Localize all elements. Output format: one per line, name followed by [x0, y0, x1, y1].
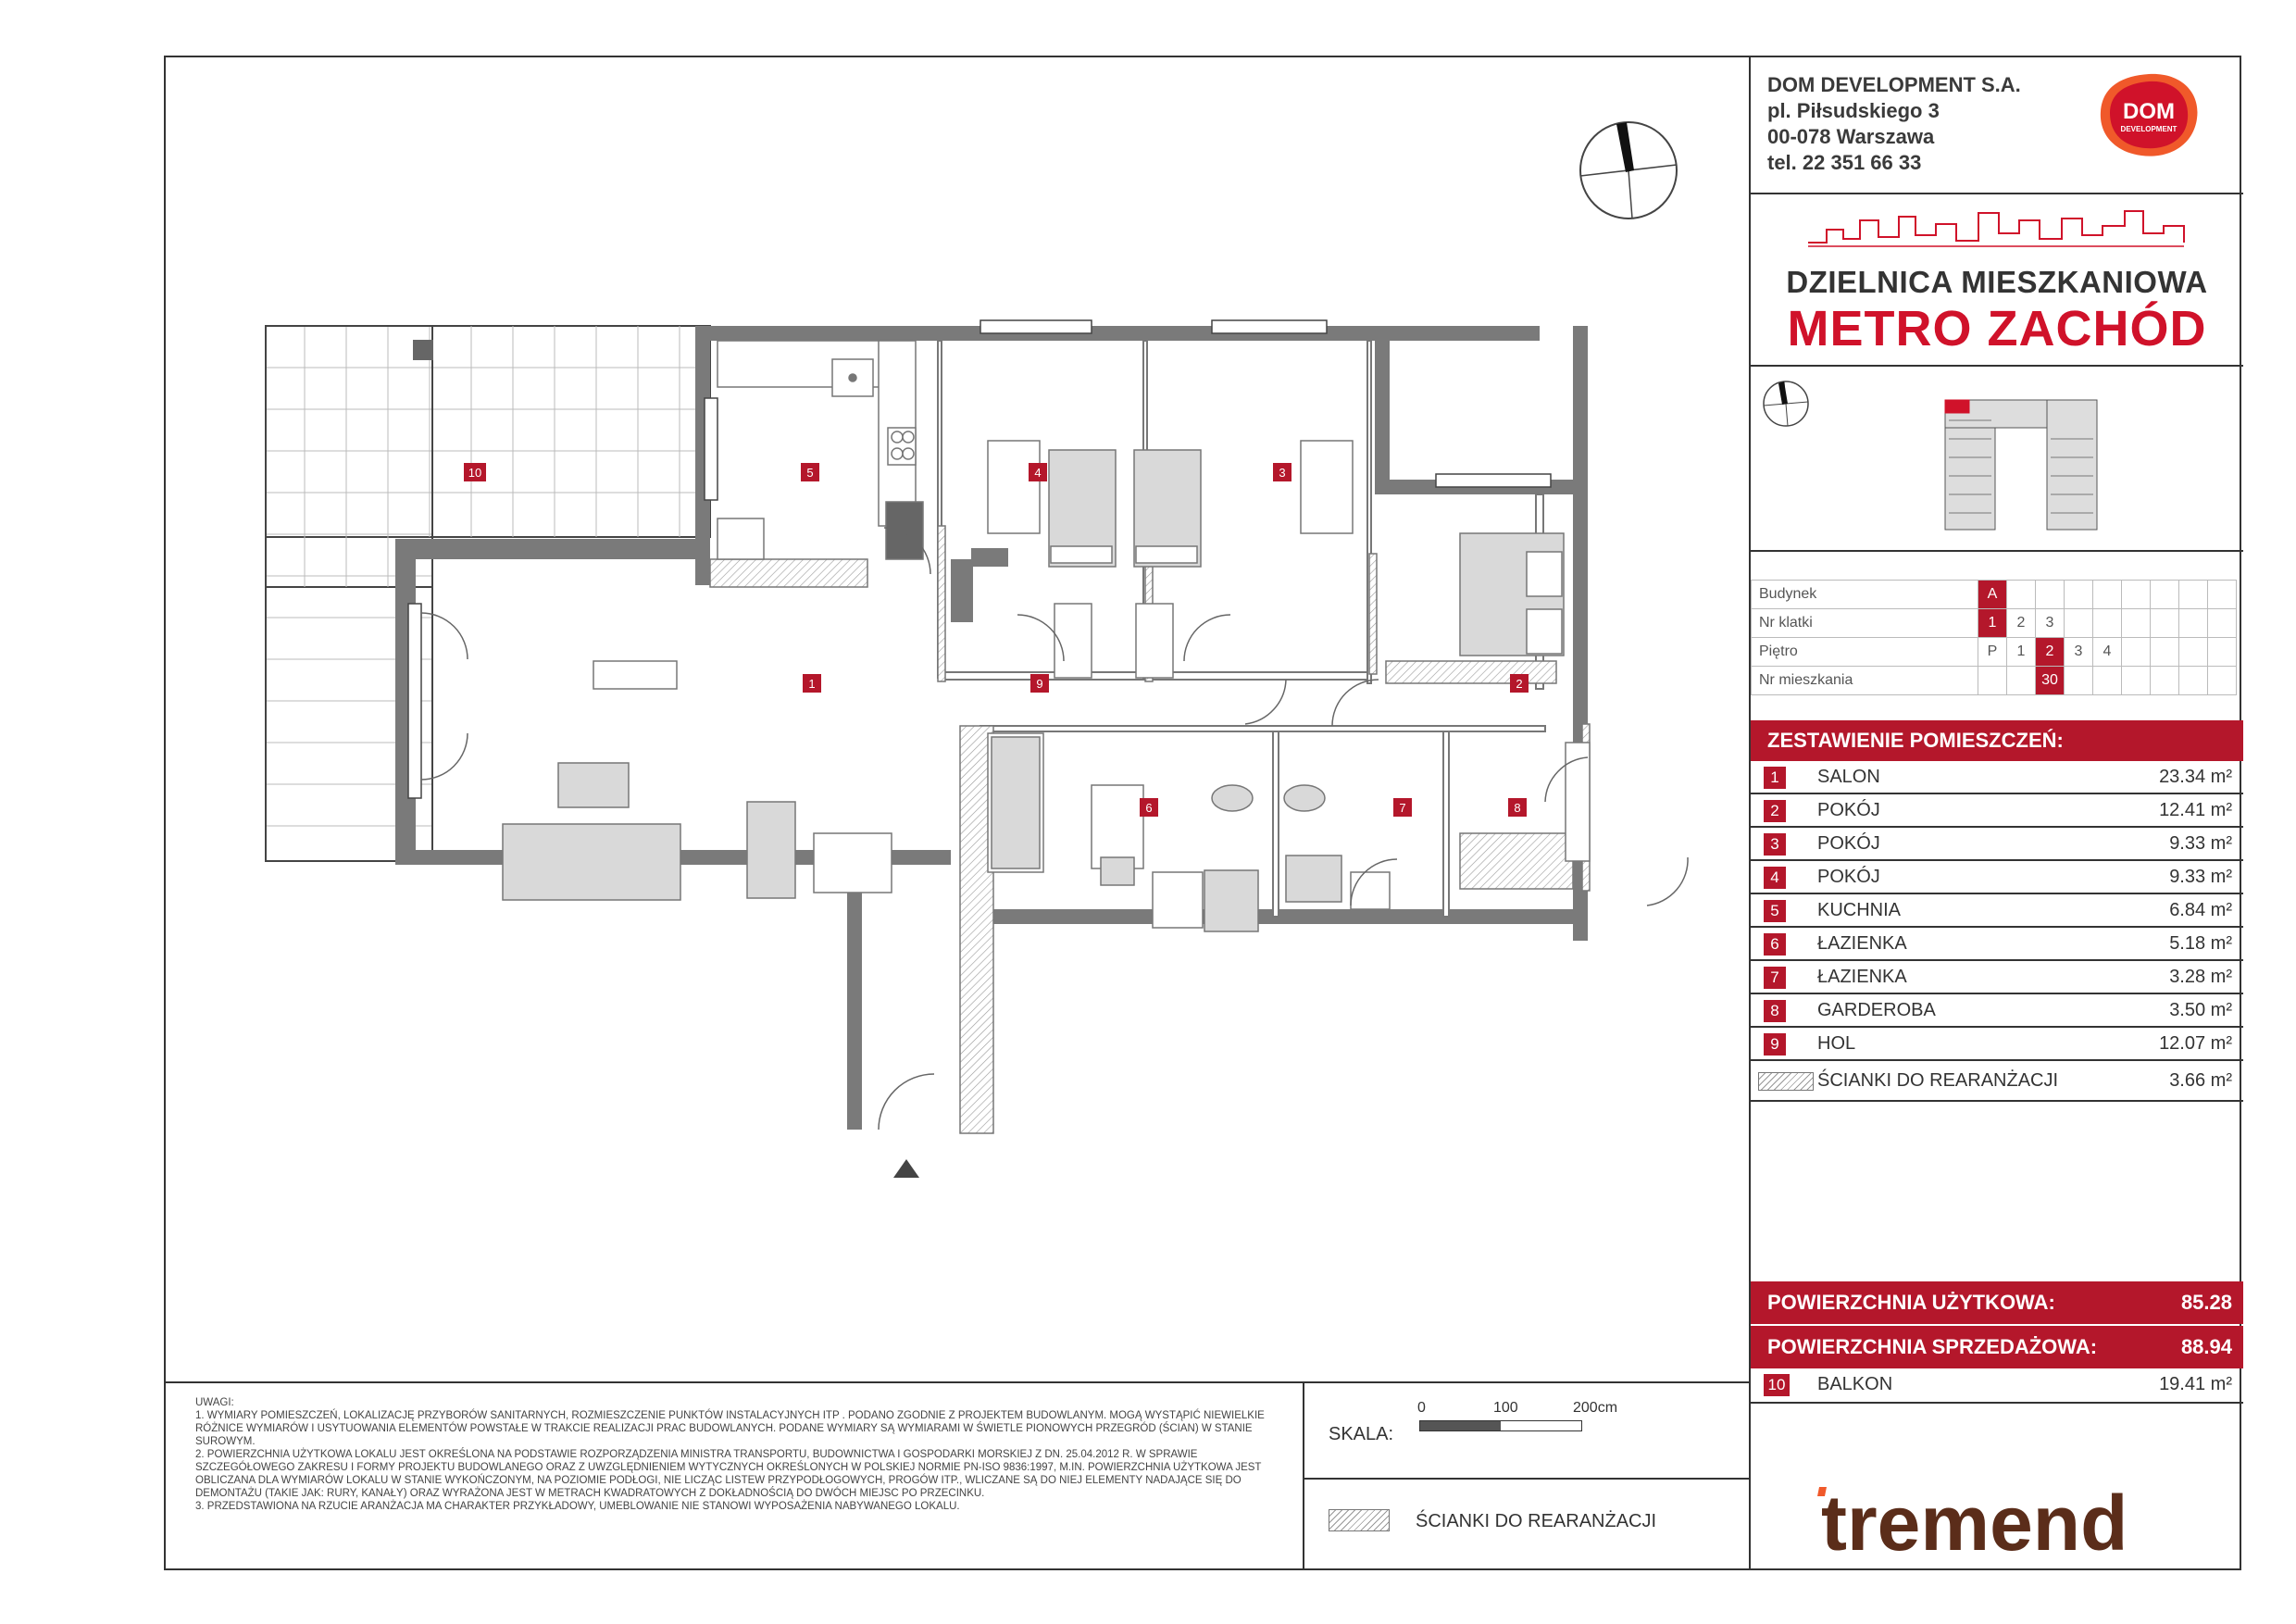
company-block	[1751, 57, 2243, 194]
svg-text:7: 7	[1399, 801, 1406, 815]
svg-text:9: 9	[1036, 677, 1043, 691]
svg-text:6: 6	[1145, 801, 1153, 815]
room-row: 2 POKÓJ 12.41 m²	[1751, 794, 2243, 828]
info-panel	[1749, 57, 2243, 1568]
project-line2: METRO ZACHÓD	[1787, 301, 2207, 356]
compass-small-icon	[1764, 381, 1808, 426]
sale-area-row: POWIERZCHNIA SPRZEDAŻOWA: 88.94	[1751, 1326, 2243, 1368]
project-block	[1751, 193, 2243, 367]
svg-text:10: 10	[468, 466, 482, 480]
room-label-3	[1273, 463, 1292, 481]
scale-bar	[1419, 1420, 1582, 1431]
company-phone: tel. 22 351 66 33	[1767, 151, 1922, 174]
note-2: 2. POWIERZCHNIA UŻYTKOWA LOKALU JEST OKREŚLONA NA PODSTAWIE ROZPORZĄDZENIA MINISTRA TRANSPORTU, BUDOWNICTWA I GOSPODARKI MORSKIEJ Z DN. 25.04.2012 R. W SPRAWIE SZCZEGÓŁOWEGO ZAKRESU I FORMY PROJEKTU BUDOWLANEGO ORAZ Z UWZGLĘDNIENIEM WYTYCZNYCH OKREŚLONYCH W POLSKIEJ NORMIE PN-ISO 9836:1997, M.IN. POWIERZCHNIA UŻYTKOWA JEST OBLICZANA DLA WYMIARÓW LOKALU W STANIE WYKOŃCZONYM, NA POZIOMIE PODŁOGI, NIE LICZĄC LISTEW PRZYPODŁOGOWYCH, PROGÓW ITP., WLICZANE SĄ DO NIEJ ELEMENTY NADAJĄCE SIĘ DO DEMONTAŻU (TAKIE JAK: RURY, KANAŁY) ORAZ WYRAŻONA JEST W METRACH KWADRATOWYCH Z DOKŁADNOŚCIĄ DO DWÓCH MIEJSC PO PRZECINKU.	[195, 1449, 1262, 1499]
balcony-row: 10 BALKON 19.41 m²	[1751, 1368, 2243, 1404]
notes-title: UWAGI:	[195, 1397, 234, 1408]
room-label-2	[1510, 674, 1529, 693]
scale-block	[1304, 1381, 1749, 1480]
note-3: 3. PRZEDSTAWIONA NA RZUCIE ARANŻACJA MA CHARAKTER PRZYKŁADOWY, UMEBLOWANIE NIE STANOWI WYPOSAŻENIA NABYWANEGO LOKALU.	[195, 1501, 960, 1512]
svg-text:tremend: tremend	[1821, 1480, 2128, 1567]
room-label-5	[801, 463, 819, 481]
info-row-apartment: Nr mieszkania 30	[1752, 667, 2237, 695]
legend-hatch-swatch	[1329, 1509, 1390, 1531]
balcony	[266, 326, 710, 861]
entrance-icon	[893, 1159, 919, 1178]
room-row: 4 POKÓJ 9.33 m²	[1751, 861, 2243, 894]
scale-tick-0: 0	[1417, 1400, 1426, 1416]
north-arrow-icon	[1580, 122, 1677, 219]
rooms-header: ZESTAWIENIE POMIESZCZEŃ:	[1751, 720, 2243, 761]
usable-area-row: POWIERZCHNIA UŻYTKOWA: 85.28	[1751, 1281, 2243, 1324]
key-plan	[1751, 365, 2243, 552]
room-label-7	[1393, 798, 1412, 817]
svg-text:8: 8	[1514, 801, 1521, 815]
floor-plan-area	[166, 57, 1749, 1381]
room-row: 5 KUCHNIA 6.84 m²	[1751, 894, 2243, 928]
svg-text:DEVELOPMENT: DEVELOPMENT	[2120, 125, 2177, 133]
project-line1: DZIELNICA MIESZKANIOWA	[1786, 265, 2208, 299]
room-row: 9 HOL 12.07 m²	[1751, 1028, 2243, 1061]
room-label-8	[1508, 798, 1527, 817]
legend-label: ŚCIANKI DO REARANŻACJI	[1416, 1511, 1657, 1531]
scale-label: SKALA:	[1329, 1424, 1394, 1444]
dom-development-logo	[2093, 69, 2204, 161]
sheet	[164, 56, 2241, 1570]
svg-text:1: 1	[808, 677, 816, 691]
scale-tick-200: 200cm	[1573, 1400, 1618, 1416]
legend-block	[1304, 1478, 1749, 1568]
room-label-4	[1029, 463, 1047, 481]
room-row: 8 GARDEROBA 3.50 m²	[1751, 994, 2243, 1028]
room-row: 1 SALON 23.34 m²	[1751, 761, 2243, 794]
room-row: 3 POKÓJ 9.33 m²	[1751, 828, 2243, 861]
walls-row: ŚCIANKI DO REARANŻACJI 3.66 m²	[1751, 1061, 2243, 1102]
svg-text:4: 4	[1034, 466, 1042, 480]
tremend-logo	[1749, 1476, 2241, 1568]
room-row: 6 ŁAZIENKA 5.18 m²	[1751, 928, 2243, 961]
room-label-10	[464, 463, 486, 481]
scale-tick-100: 100	[1493, 1400, 1518, 1416]
svg-text:DOM: DOM	[2123, 99, 2175, 124]
room-label-1	[803, 674, 821, 693]
room-row: 7 ŁAZIENKA 3.28 m²	[1751, 961, 2243, 994]
apartment-info-table	[1751, 580, 2237, 695]
note-1: 1. WYMIARY POMIESZCZEŃ, LOKALIZACJĘ PRZYBORÓW SANITARNYCH, ROZMIESZCZENIE PUNKTÓW INSTALACYJNYCH ITP . PODANO ZGODNIE Z PROJEKTEM BUDOWLANYM. MOGĄ WYSTĄPIĆ NIEWIELKIE RÓŻNICE WYMIARÓW I USYTUOWANIA ELEMENTÓW POWSTAŁE W TRAKCIE REALIZACJI PRAC BUDOWLANYCH. PODANE WYMIARY SĄ WYMIARAMI W ŚWIETLE PIONOWYCH PRZEGRÓD (ŚCIAN) W STANIE SUROWYM.	[195, 1410, 1265, 1447]
info-row-building: Budynek A	[1752, 581, 2237, 609]
skyline-icon	[1751, 193, 2243, 267]
floor-plan	[166, 57, 1749, 1381]
svg-text:3: 3	[1279, 466, 1286, 480]
site-plan-icon	[1945, 400, 2097, 530]
svg-text:5: 5	[806, 466, 814, 480]
company-name: DOM DEVELOPMENT S.A.	[1767, 73, 2021, 96]
hatch-swatch	[1758, 1072, 1814, 1091]
svg-text:2: 2	[1516, 677, 1523, 691]
info-row-staircase: Nr klatki 1 2 3	[1752, 609, 2237, 638]
company-city: 00-078 Warszawa	[1767, 125, 1935, 148]
kitchen	[718, 341, 923, 559]
room-label-6	[1140, 798, 1158, 817]
room-label-9	[1030, 674, 1049, 693]
notes-block	[166, 1381, 1304, 1570]
company-street: pl. Piłsudskiego 3	[1767, 99, 1940, 122]
info-row-floor: Piętro P 1 2 3 4	[1752, 638, 2237, 667]
